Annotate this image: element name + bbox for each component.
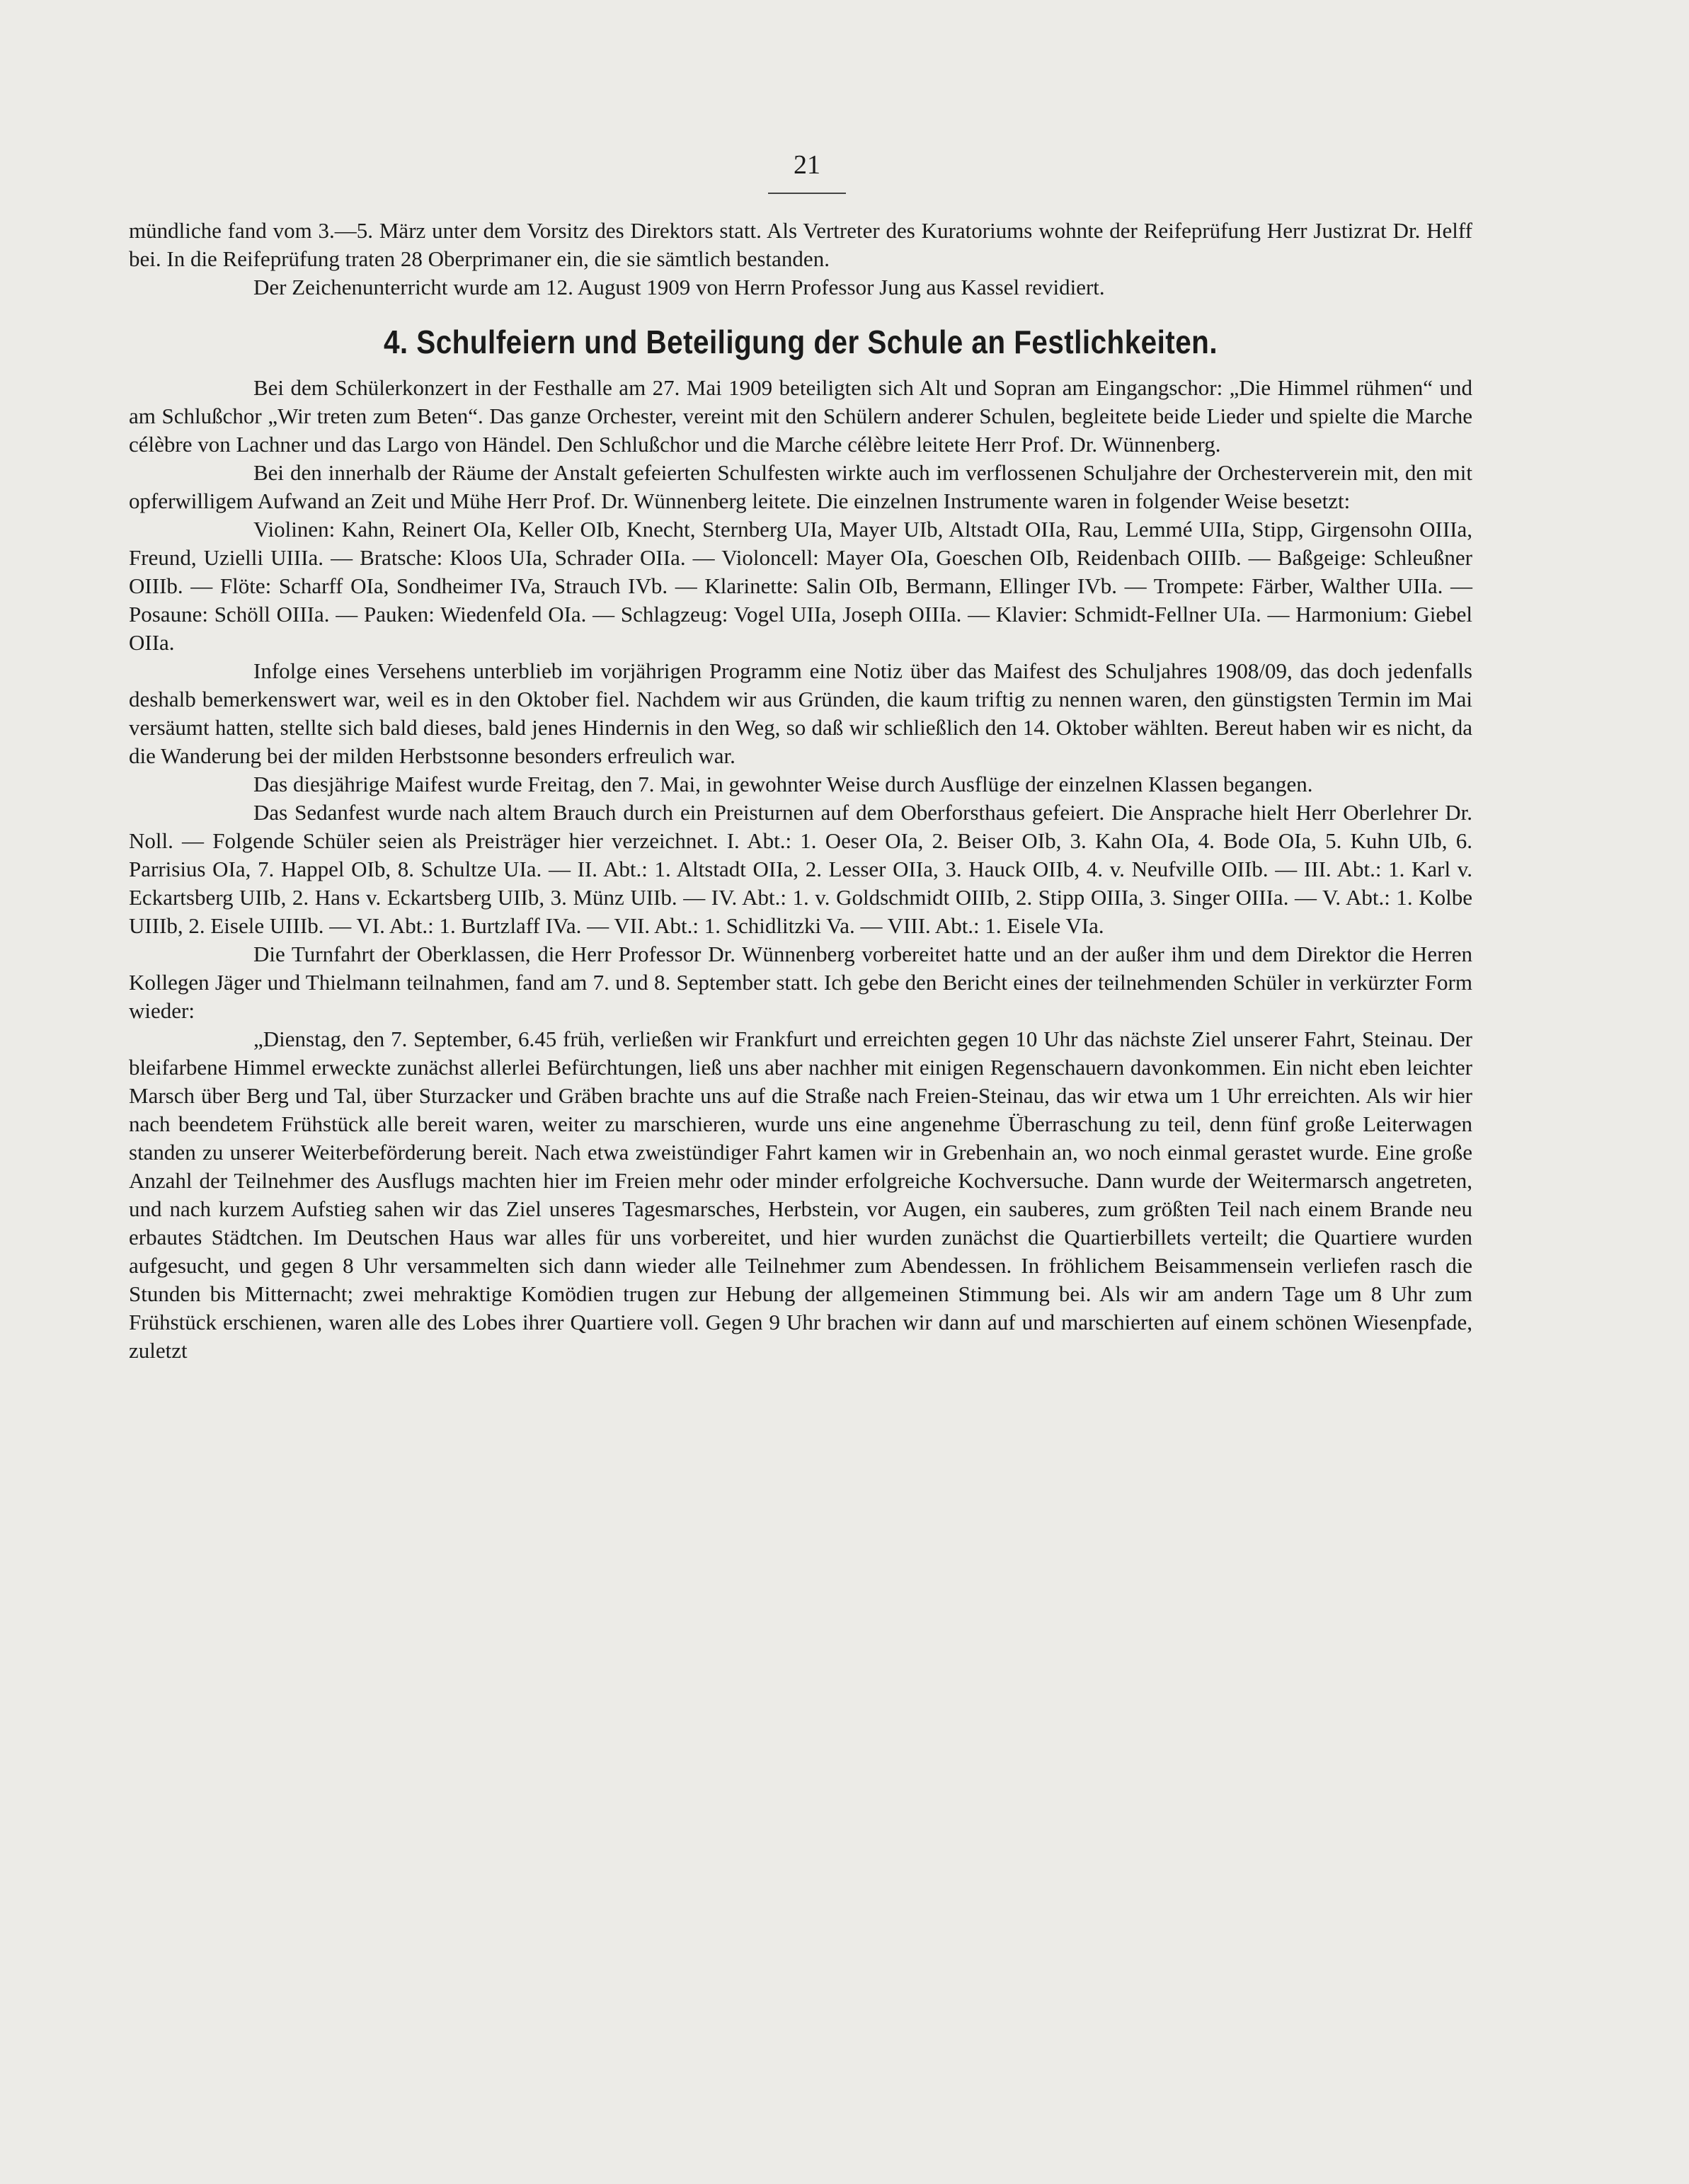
- page-number: 21: [794, 150, 820, 180]
- paragraph-turnfahrt: Die Turnfahrt der Oberklassen, die Herr Professor Dr. Wünnenberg vorbereitet hatte und an der außer ihm und dem Direktor die Herren Kollegen Jäger und Thielmann teilnahmen, fand am 7. und 8. September statt. Ich gebe den Bericht eines der teilnehmenden Schüler in verkürzter Form wieder:: [129, 942, 1472, 1023]
- paragraph-orchesterverein: Bei den innerhalb der Räume der Anstalt gefeierten Schulfesten wirkte auch im verflossenen Schuljahre der Orchesterverein mit, den mit opferwilligem Aufwand an Zeit und Mühe Herr Prof. Dr. Wünnenberg leitete. Die einzelnen Instrumente waren in folgender Weise besetzt:: [129, 460, 1472, 513]
- paragraph-sedanfest: Das Sedanfest wurde nach altem Brauch durch ein Preisturnen auf dem Oberforsthaus gefeiert. Die Ansprache hielt Herr Oberlehrer Dr. Noll. — Folgende Schüler seien als Preisträger hier verzeichnet. I. Abt.: 1. Oeser OIa, 2. Beiser OIb, 3. Kahn OIa, 4. Bode OIa, 5. Kuhn UIb, 6. Parrisius OIa, 7. Happel OIb, 8. Schultze UIa. — II. Abt.: 1. Altstadt OIIa, 2. Lesser OIIa, 3. Hauck OIIb, 4. v. Neufville OIIb. — III. Abt.: 1. Karl v. Eckartsberg UIIb, 2. Hans v. Eckartsberg UIIb, 3. Münz UIIb. — IV. Abt.: 1. v. Goldschmidt OIIIb, 2. Stipp OIIIa, 3. Singer OIIIa. — V. Abt.: 1. Kolbe UIIIb, 2. Eisele UIIIb. — VI. Abt.: 1. Burtzlaff IVa. — VII. Abt.: 1. Schidlitzki Va. — VIII. Abt.: 1. Eisele VIa.: [129, 800, 1472, 938]
- paragraph-bericht: „Dienstag, den 7. September, 6.45 früh, verließen wir Frankfurt und erreichten gegen 10 Uhr das nächste Ziel unserer Fahrt, Steinau. Der bleifarbene Himmel erweckte zunächst allerlei Befürchtungen, ließ uns aber nachher mit einigen Regenschauern davonkommen. Ein nicht eben leichter Marsch über Berg und Tal, über Sturzacker und Gräben brachte uns auf die Straße nach Freien-Steinau, das wir etwa um 1 Uhr erreichten. Als wir hier nach beendetem Frühstück alle bereit waren, weiter zu marschieren, wurde uns eine angenehme Überraschung zu teil, denn fünf große Leiterwagen standen zu unserer Weiterbeförderung bereit. Nach etwa zweistündiger Fahrt kamen wir in Grebenhain an, wo noch einmal gerastet wurde. Eine große Anzahl der Teilnehmer des Ausflugs machten hier im Freien mehr oder minder erfolgreiche Kochversuche. Dann wurde der Weitermarsch angetreten, und nach kurzem Aufstieg sahen wir das Ziel unseres Tagesmarsches, Herbstein, vor Augen, ein sauberes, zum größten Teil nach einem Brande neu erbautes Städtchen. Im Deutschen Haus war alles für uns vorbereitet, und hier wurden zunächst die Quartierbillets verteilt; die Quartiere wurden aufgesucht, und gegen 8 Uhr versammelten sich dann wieder alle Teilnehmer zum Abendessen. In fröhlichem Beisammensein verliefen rasch die Stunden bis Mitternacht; zwei mehraktige Komödien trugen zur Hebung der allgemeinen Stimmung bei. Als wir am andern Tage um 8 Uhr zum Frühstück erschienen, waren alle des Lobes ihrer Quartiere voll. Gegen 9 Uhr brachen wir dann auf und marschierten auf einem schönen Wiesenpfade, zuletzt: [129, 1027, 1472, 1363]
- paragraph-maifest: Das diesjährige Maifest wurde Freitag, den 7. Mai, in gewohnter Weise durch Ausflüge der einzelnen Klassen begangen.: [253, 772, 1313, 796]
- paragraph-instrumente: Violinen: Kahn, Reinert OIa, Keller OIb, Knecht, Sternberg UIa, Mayer UIb, Altstadt OIIa, Rau, Lemmé UIIa, Stipp, Girgensohn OIIIa, Freund, Uzielli UIIIa. — Bratsche: Kloos UIa, Schrader OIIa. — Violoncell: Mayer OIa, Goeschen OIb, Reidenbach OIIIb. — Baßgeige: Schleußner OIIIb. — Flöte: Scharff OIa, Sondheimer IVa, Strauch IVb. — Klarinette: Salin OIb, Bermann, Ellinger IVb. — Trompete: Färber, Walther UIIa. — Posaune: Schöll OIIIa. — Pauken: Wiedenfeld OIa. — Schlagzeug: Vogel UIIa, Joseph OIIIa. — Klavier: Schmidt-Fellner UIa. — Harmonium: Giebel OIIa.: [129, 517, 1472, 655]
- paragraph-reifepruefung: mündliche fand vom 3.—5. März unter dem Vorsitz des Direktors statt. Als Vertreter des Kuratoriums wohnte der Reifeprüfung Herr Justizrat Dr. Helff bei. In die Reifeprüfung traten 28 Oberprimaner ein, die sie sämtlich bestanden.: [129, 218, 1472, 271]
- page-number-rule: [768, 193, 846, 194]
- paragraph-maifest-vorjahr: Infolge eines Versehens unterblieb im vorjährigen Programm eine Notiz über das Maifest des Schuljahres 1908/09, das doch jedenfalls deshalb bemerkenswert war, weil es in den Oktober fiel. Nachdem wir aus Gründen, die kaum triftig zu nennen waren, den günstigsten Termin im Mai versäumt hatten, stellte sich bald dieses, bald jenes Hindernis in den Weg, so daß wir schließlich den 14. Oktober wählten. Bereut haben wir es nicht, da die Wanderung bei der milden Herbstsonne besonders erfreulich war.: [129, 658, 1472, 768]
- paragraph-schuelerkonzert: Bei dem Schülerkonzert in der Festhalle am 27. Mai 1909 beteiligten sich Alt und Sopran am Eingangschor: „Die Himmel rühmen“ und am Schlußchor „Wir treten zum Beten“. Das ganze Orchester, vereint mit den Schülern anderer Schulen, begleitete beide Lieder und spielte die Marche célèbre von Lachner und das Largo von Händel. Den Schlußchor und die Marche célèbre leitete Herr Prof. Dr. Wünnenberg.: [129, 375, 1472, 457]
- page-content: [129, 217, 1472, 1365]
- paragraph-zeichenunterricht: Der Zeichenunterricht wurde am 12. August 1909 von Herrn Professor Jung aus Kassel revidiert.: [253, 275, 1105, 299]
- section-heading: 4. Schulfeiern und Beteiligung der Schule an Festlichkeiten.: [383, 324, 1218, 360]
